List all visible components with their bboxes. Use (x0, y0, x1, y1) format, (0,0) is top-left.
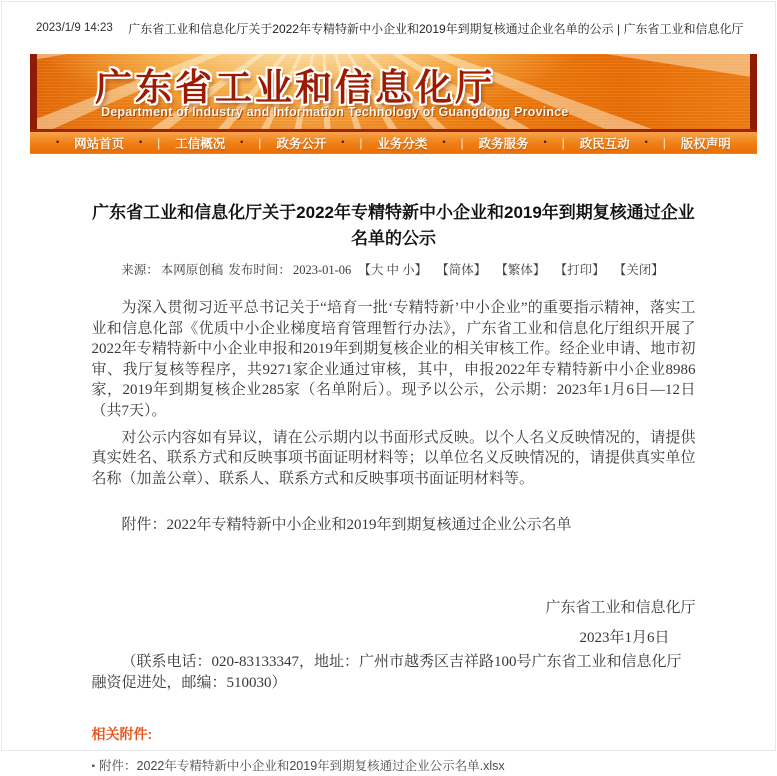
nav-separator: | (157, 135, 161, 150)
nav-bullet-icon: • (341, 137, 345, 147)
close-button[interactable]: 【关闭】 (613, 263, 664, 277)
square-bullet-icon: ▪ (91, 761, 96, 773)
nav-item-copyright[interactable]: 版权声明 (680, 136, 731, 151)
related-attachments-section (92, 724, 696, 776)
nav-separator: | (359, 135, 363, 150)
print-button[interactable]: 【打印】 (554, 263, 605, 277)
article-paragraph-1: 为深入贯彻习近平总书记关于“培育一批‘专精特新’中小企业”的重要指示精神，落实工业和信息化部《优质中小企业梯度培育管理暂行办法》，广东省工业和信息化厅组织开展了2022年专精特新中小企业申报和2019年到期复核企业的相关审核工作。经企业申请、地市初审、我厅复核等程序，共9271家企业通过审核，其中，申报2022年专精特新中小企业8986家，2019年到期复核企业285家（名单附后）。现予以公示，公示期：2023年1月6日—12日（共7天）。 (91, 300, 696, 419)
traditional-chinese-button[interactable]: 【繁体】 (495, 263, 546, 277)
print-doc-title: 广东省工业和信息化厅关于2022年专精特新中小企业和2019年到期复核通过企业名单的公示 | 广东省工业和信息化厅 (128, 21, 744, 36)
print-timestamp: 2023/1/9 14:23 (36, 22, 113, 34)
print-header (2, 2, 775, 54)
contact-info: （联系电话：020-83133347，地址：广州市越秀区吉祥路100号广东省工业和信息化厅融资促进处，邮编：510030） (91, 654, 682, 692)
site-logo-chinese: 广东省工业和信息化厅 (95, 67, 495, 108)
article-title: 广东省工业和信息化厅关于2022年专精特新中小企业和2019年到期复核通过企业名单的公示 (92, 203, 695, 248)
meta-source-label: 来源： (121, 263, 159, 277)
simplified-chinese-button[interactable]: 【简体】 (436, 263, 487, 277)
attachment-link-1[interactable]: 附件：2022年专精特新中小企业和2019年到期复核通过企业公示名单.xlsx (99, 759, 505, 774)
nav-separator: | (258, 135, 262, 150)
nav-separator: | (662, 135, 666, 150)
nav-separator: | (460, 135, 464, 150)
font-size-control[interactable]: 【大 中 小】 (358, 263, 428, 277)
meta-publish-date: 2023-01-06 (292, 263, 352, 277)
print-page (1, 1, 776, 774)
nav-item-public-interaction[interactable]: 政民互动 (579, 136, 630, 151)
site-logo-english: Department of Industry and Information Technology of Guangdong Province (101, 105, 569, 119)
related-attachments-list (92, 757, 696, 776)
nav-item-gov-disclosure[interactable]: 政务公开 (276, 136, 327, 151)
nav-item-gov-services[interactable]: 政务服务 (478, 136, 529, 151)
site-container (30, 54, 757, 776)
main-nav (30, 129, 757, 154)
signature-org: 广东省工业和信息化厅 (545, 600, 696, 617)
nav-item-business-categories[interactable]: 业务分类 (377, 136, 428, 151)
nav-bullet-icon: • (240, 137, 244, 147)
nav-bullet-icon: • (644, 137, 648, 147)
related-attachment-item (92, 757, 696, 776)
related-attachments-heading: 相关附件: (91, 726, 153, 743)
meta-publish-label: 发布时间： (228, 263, 291, 277)
nav-bullet-icon: • (442, 137, 446, 147)
article-paragraph-2: 对公示内容如有异议，请在公示期内以书面形式反映。以个人名义反映情况的，请提供真实姓名、联系方式和反映事项书面证明材料等；以单位名义反映情况的，请提供真实单位名称（加盖公章）、联系人、联系方式和反映事项书面证明材料等。 (91, 429, 696, 487)
site-banner (30, 54, 757, 129)
nav-bullet-icon: • (139, 137, 143, 147)
nav-item-overview[interactable]: 工信概况 (175, 136, 226, 151)
meta-source-value: 本网原创稿 (160, 263, 224, 277)
nav-bullet-icon: • (543, 137, 547, 147)
article-meta (92, 260, 696, 278)
nav-item-home[interactable]: 网站首页 (74, 136, 125, 151)
signature-date: 2023年1月6日 (579, 630, 670, 647)
attachment-line: 附件：2022年专精特新中小企业和2019年到期复核通过企业公示名单 (121, 517, 572, 534)
nav-bullet-icon: • (56, 137, 60, 147)
article (92, 200, 696, 776)
nav-separator: | (561, 135, 565, 150)
